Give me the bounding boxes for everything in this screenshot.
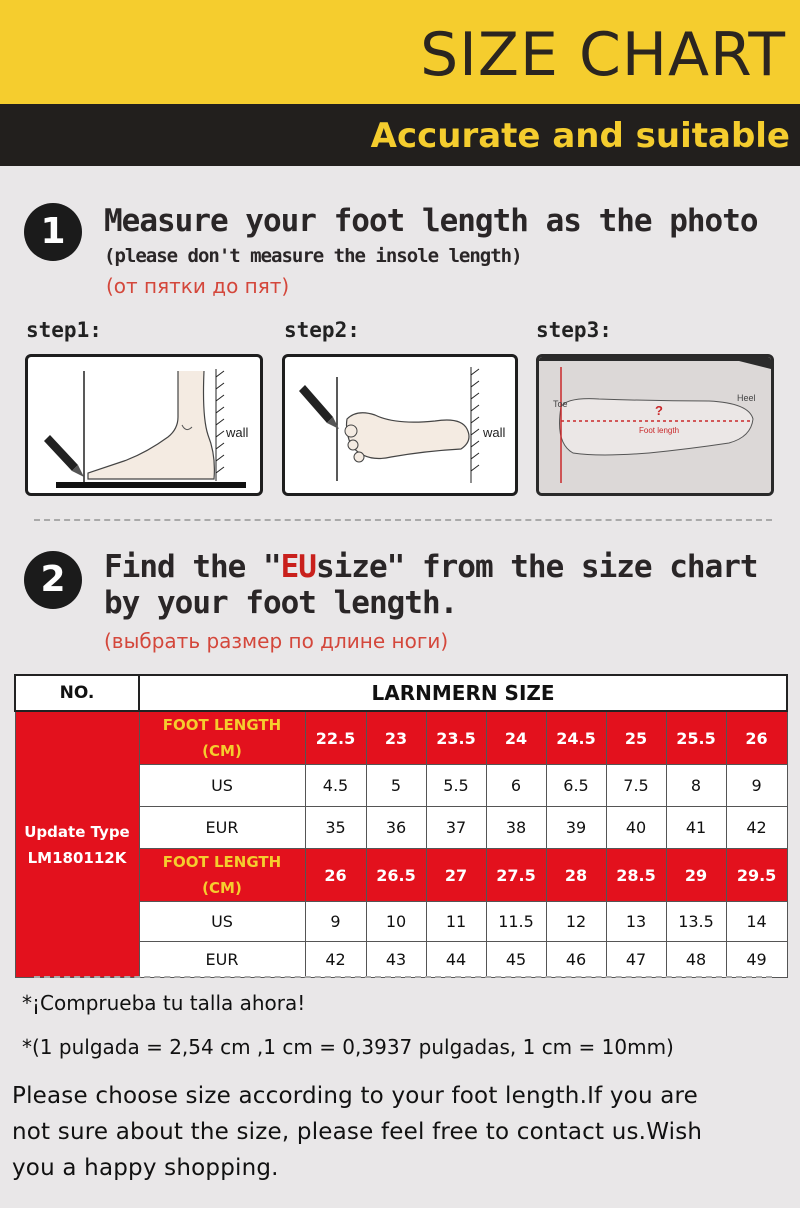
table-cell: 12: [546, 902, 606, 942]
wall-label: wall: [226, 425, 249, 440]
foot-side-icon: [88, 371, 214, 479]
table-row: [15, 711, 787, 765]
closing-line-2: not sure about the size, please feel free to contact us.Wish: [12, 1119, 703, 1145]
wall-hatch-icon: [471, 367, 479, 483]
table-cell: 42: [726, 807, 787, 849]
divider: [34, 976, 772, 978]
toe-label: Toe: [553, 399, 568, 409]
step1-label: step1:: [26, 318, 102, 342]
note-check-size: *¡Comprueba tu talla ahora!: [22, 991, 306, 1015]
heel-label: Heel: [737, 393, 756, 403]
table-cell: 23: [366, 711, 426, 765]
divider: [34, 519, 772, 521]
table-cell: 11: [426, 902, 486, 942]
step-2-heading-line2: by your foot length.: [104, 585, 458, 621]
table-cell: 5: [366, 765, 426, 807]
table-cell: 48: [666, 942, 726, 978]
foot-length-header: [139, 711, 305, 765]
table-cell: 28.5: [606, 849, 666, 902]
foot-length-header: [139, 849, 305, 902]
table-cell: 45: [486, 942, 546, 978]
step3-illustration: [536, 354, 774, 496]
table-cell: 26: [726, 711, 787, 765]
table-cell: 29.5: [726, 849, 787, 902]
model-code-label: LM180112K: [27, 848, 127, 867]
no-header: NO.: [15, 675, 139, 711]
table-cell: 23.5: [426, 711, 486, 765]
eur-label: EUR: [139, 807, 305, 849]
table-cell: 49: [726, 942, 787, 978]
table-cell: 38: [486, 807, 546, 849]
table-cell: 9: [726, 765, 787, 807]
step-2-heading-eu: EU: [280, 549, 316, 585]
table-cell: 28: [546, 849, 606, 902]
page-subtitle: Accurate and suitable: [370, 116, 790, 156]
step1-illustration: [25, 354, 263, 496]
foot-length-label: FOOT LENGTH: [162, 716, 282, 734]
brand-size-title: LARNMERN SIZE: [139, 675, 787, 711]
table-cell: 13.5: [666, 902, 726, 942]
table-cell: 13: [606, 902, 666, 942]
table-cell: 24.5: [546, 711, 606, 765]
table-cell: 43: [366, 942, 426, 978]
step-2-heading: [104, 548, 758, 586]
foot-length-unit: (CM): [202, 742, 242, 760]
step-1-subheading: (please don't measure the insole length): [104, 245, 522, 267]
foot-length-unit: (CM): [202, 879, 242, 897]
page-title: SIZE CHART: [420, 20, 786, 90]
closing-line-1: Please choose size according to your foot length.If you are: [12, 1083, 699, 1109]
step-1-badge: 1: [24, 203, 82, 261]
eur-label: EUR: [139, 942, 305, 978]
note-conversion: *(1 pulgada = 2,54 cm ,1 cm = 0,3937 pulgadas, 1 cm = 10mm): [22, 1035, 674, 1059]
table-cell: 22.5: [305, 711, 366, 765]
table-cell: 10: [366, 902, 426, 942]
step-2-russian: (выбрать размер по длине ноги): [104, 629, 449, 653]
pencil-icon: [44, 435, 84, 477]
step-1-heading: Measure your foot length as the photo: [104, 203, 758, 239]
table-cell: 8: [666, 765, 726, 807]
table-cell: 27.5: [486, 849, 546, 902]
table-cell: 25.5: [666, 711, 726, 765]
table-cell: 36: [366, 807, 426, 849]
closing-line-3: you a happy shopping.: [12, 1155, 279, 1181]
wall-hatch-icon: [216, 369, 224, 481]
us-label: US: [139, 765, 305, 807]
update-type-label: Update Type: [24, 822, 130, 841]
table-cell: 14: [726, 902, 787, 942]
table-cell: 27: [426, 849, 486, 902]
size-table: [14, 674, 788, 978]
step-1-russian: (от пятки до пят): [106, 274, 290, 298]
foot-top-icon: [347, 413, 470, 459]
us-label: US: [139, 902, 305, 942]
table-cell: 4.5: [305, 765, 366, 807]
step2-illustration: [282, 354, 518, 496]
table-cell: 41: [666, 807, 726, 849]
table-cell: 37: [426, 807, 486, 849]
table-cell: 29: [666, 849, 726, 902]
table-cell: 25: [606, 711, 666, 765]
table-cell: 24: [486, 711, 546, 765]
header-banner: [0, 0, 800, 104]
table-cell: 44: [426, 942, 486, 978]
table-cell: 5.5: [426, 765, 486, 807]
closing-text: [12, 1078, 796, 1186]
table-cell: 26.5: [366, 849, 426, 902]
table-header-row: [15, 675, 787, 711]
table-cell: 9: [305, 902, 366, 942]
step3-label: step3:: [536, 318, 612, 342]
table-cell: 26: [305, 849, 366, 902]
step2-label: step2:: [284, 318, 360, 342]
table-cell: 35: [305, 807, 366, 849]
table-cell: 47: [606, 942, 666, 978]
wall-label: wall: [483, 425, 506, 440]
step-2-badge: 2: [24, 551, 82, 609]
question-mark: ?: [655, 403, 663, 418]
table-cell: 7.5: [606, 765, 666, 807]
foot-length-label: Foot length: [639, 426, 680, 435]
table-cell: 6.5: [546, 765, 606, 807]
table-cell: 11.5: [486, 902, 546, 942]
foot-length-label: FOOT LENGTH: [162, 853, 282, 871]
step-2-heading-post: size" from the size chart: [315, 549, 758, 585]
table-cell: 42: [305, 942, 366, 978]
table-cell: 40: [606, 807, 666, 849]
step-2-heading-pre: Find the ": [104, 549, 281, 585]
table-cell: 6: [486, 765, 546, 807]
table-cell: 39: [546, 807, 606, 849]
table-cell: 46: [546, 942, 606, 978]
pencil-icon: [299, 385, 339, 429]
subtitle-banner: [0, 104, 800, 166]
update-type-cell: [15, 711, 139, 978]
